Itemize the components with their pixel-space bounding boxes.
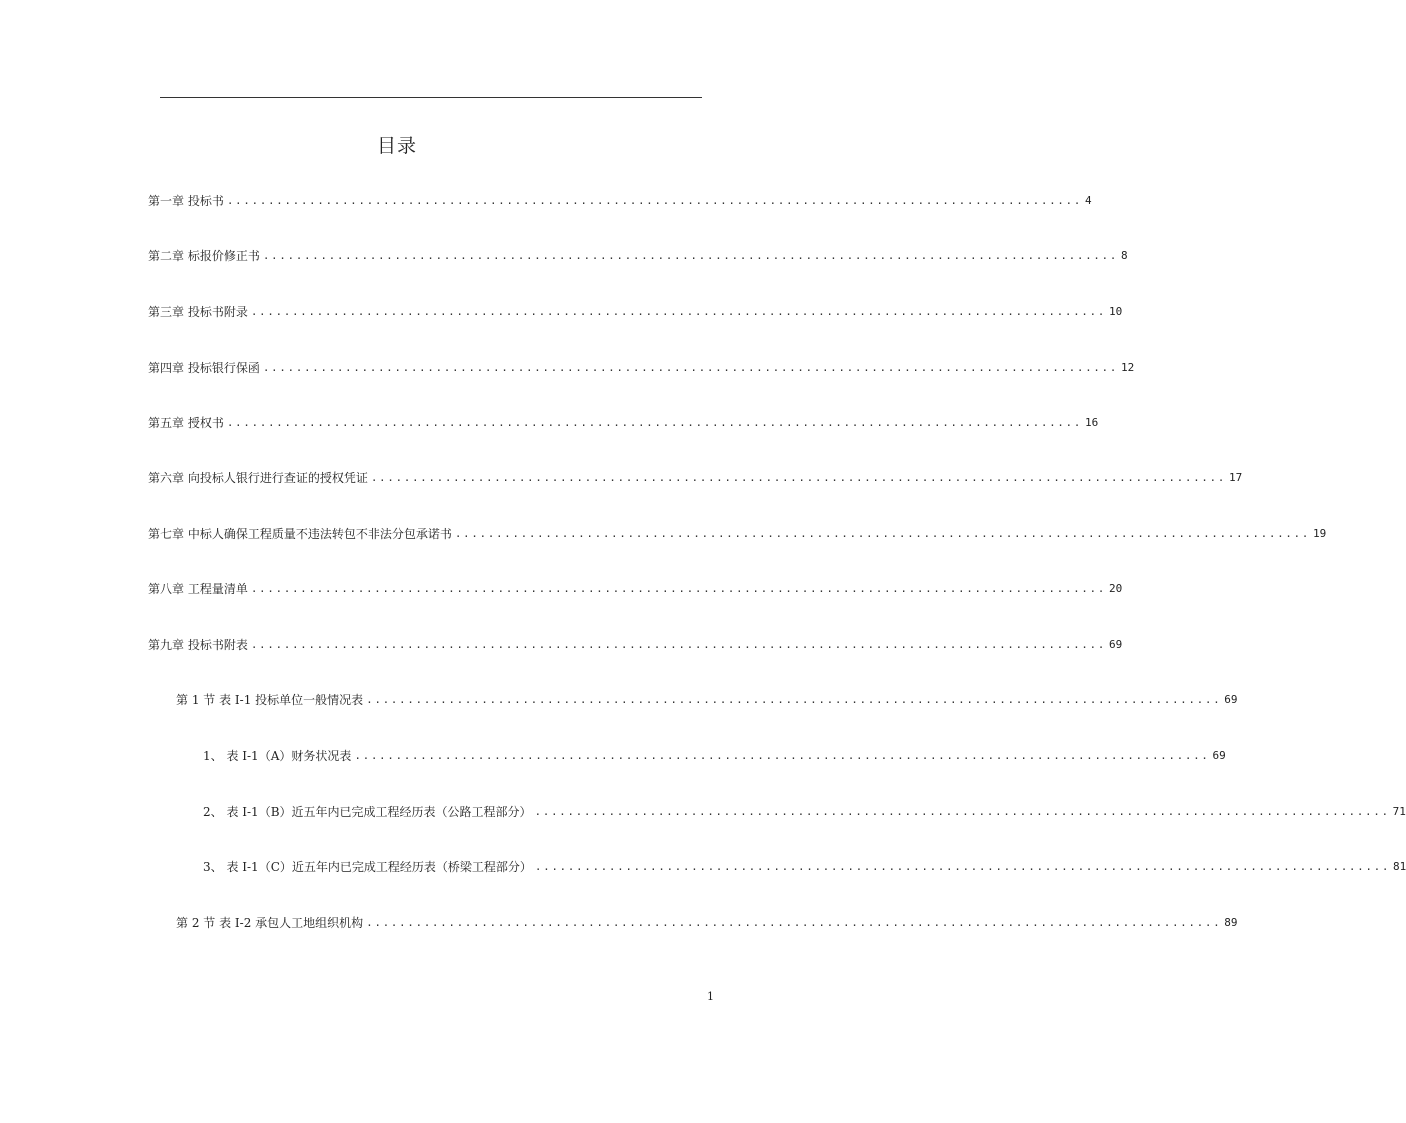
toc-dot-leader: ........................................................................................................ [250, 305, 1106, 318]
toc-entry-label: 第 2 节 表 I-2 承包人工地组织机构 [176, 916, 364, 930]
toc-entry-page: 17 [1228, 471, 1243, 484]
toc-entry-label: 第六章 向投标人银行进行查证的授权凭证 [148, 471, 368, 485]
toc-entry-page: 16 [1084, 416, 1099, 429]
toc-dot-leader: ........................................................................................................ [366, 693, 1222, 706]
toc-dot-leader: ........................................................................................................ [250, 638, 1106, 651]
toc-entry-subsection-1[interactable] [203, 747, 1226, 765]
toc-entry-label: 第七章 中标人确保工程质量不违法转包不非法分包承诺书 [148, 527, 452, 541]
toc-entry-page: 20 [1108, 582, 1123, 595]
toc-entry-label: 第一章 投标书 [148, 194, 224, 208]
toc-entry-page: 12 [1120, 361, 1135, 374]
toc-entry-chapter-2[interactable] [148, 247, 1128, 265]
toc-entry-subsection-3[interactable] [203, 858, 1406, 876]
toc-entry-label: 第五章 授权书 [148, 416, 224, 430]
toc-dot-leader: ........................................................................................................ [534, 805, 1390, 818]
toc-entry-page: 69 [1108, 638, 1123, 651]
toc-entry-page: 10 [1108, 305, 1123, 318]
toc-entry-section-2[interactable] [176, 914, 1238, 932]
toc-entry-label: 第三章 投标书附录 [148, 305, 248, 319]
toc-title: 目录 [376, 135, 417, 157]
toc-entry-chapter-8[interactable] [148, 580, 1123, 598]
toc-entry-chapter-9[interactable] [148, 636, 1123, 654]
toc-entry-chapter-4[interactable] [148, 359, 1135, 377]
toc-dot-leader: ........................................................................................................ [354, 749, 1210, 762]
toc-entry-page: 89 [1224, 916, 1238, 929]
toc-entry-label: 第 1 节 表 I-1 投标单位一般情况表 [176, 693, 364, 707]
toc-entry-label: 第四章 投标银行保函 [148, 361, 260, 375]
toc-entry-label: 第九章 投标书附表 [148, 638, 248, 652]
toc-dot-leader: ........................................................................................................ [262, 361, 1118, 374]
toc-dot-leader: ........................................................................................................ [226, 416, 1082, 429]
toc-entry-chapter-3[interactable] [148, 303, 1123, 321]
toc-dot-leader: ........................................................................................................ [262, 249, 1118, 262]
toc-entry-page: 8 [1120, 249, 1128, 262]
toc-entry-page: 69 [1224, 693, 1238, 706]
toc-dot-leader: ........................................................................................................ [250, 582, 1106, 595]
toc-dot-leader: ........................................................................................................ [454, 527, 1310, 540]
toc-entry-label: 第八章 工程量清单 [148, 582, 248, 596]
toc-entry-label: 2、 表 I-1（B）近五年内已完成工程经历表（公路工程部分） [203, 805, 532, 819]
toc-entry-chapter-7[interactable] [148, 525, 1327, 543]
toc-entry-section-1[interactable] [176, 691, 1238, 709]
toc-dot-leader: ........................................................................................................ [534, 860, 1391, 873]
page-number: 1 [707, 990, 714, 1003]
toc-dot-leader: ........................................................................................................ [370, 471, 1226, 484]
toc-entry-chapter-6[interactable] [148, 469, 1243, 487]
toc-entry-page: 69 [1212, 749, 1226, 762]
toc-entry-label: 3、 表 I-1（C）近五年内已完成工程经历表（桥梁工程部分） [203, 860, 532, 874]
toc-entry-page: 19 [1312, 527, 1327, 540]
toc-entry-label: 第二章 标报价修正书 [148, 249, 260, 263]
toc-entry-chapter-1[interactable] [148, 192, 1092, 210]
toc-entry-chapter-5[interactable] [148, 414, 1099, 432]
toc-entry-page: 4 [1084, 194, 1092, 207]
toc-dot-leader: ........................................................................................................ [366, 916, 1222, 929]
toc-dot-leader: ........................................................................................................ [226, 194, 1082, 207]
toc-entry-page: 81 [1393, 860, 1406, 873]
toc-entry-page: 71 [1392, 805, 1406, 818]
toc-entry-label: 1、 表 I-1（A）财务状况表 [203, 749, 352, 763]
toc-entry-subsection-2[interactable] [203, 803, 1406, 821]
